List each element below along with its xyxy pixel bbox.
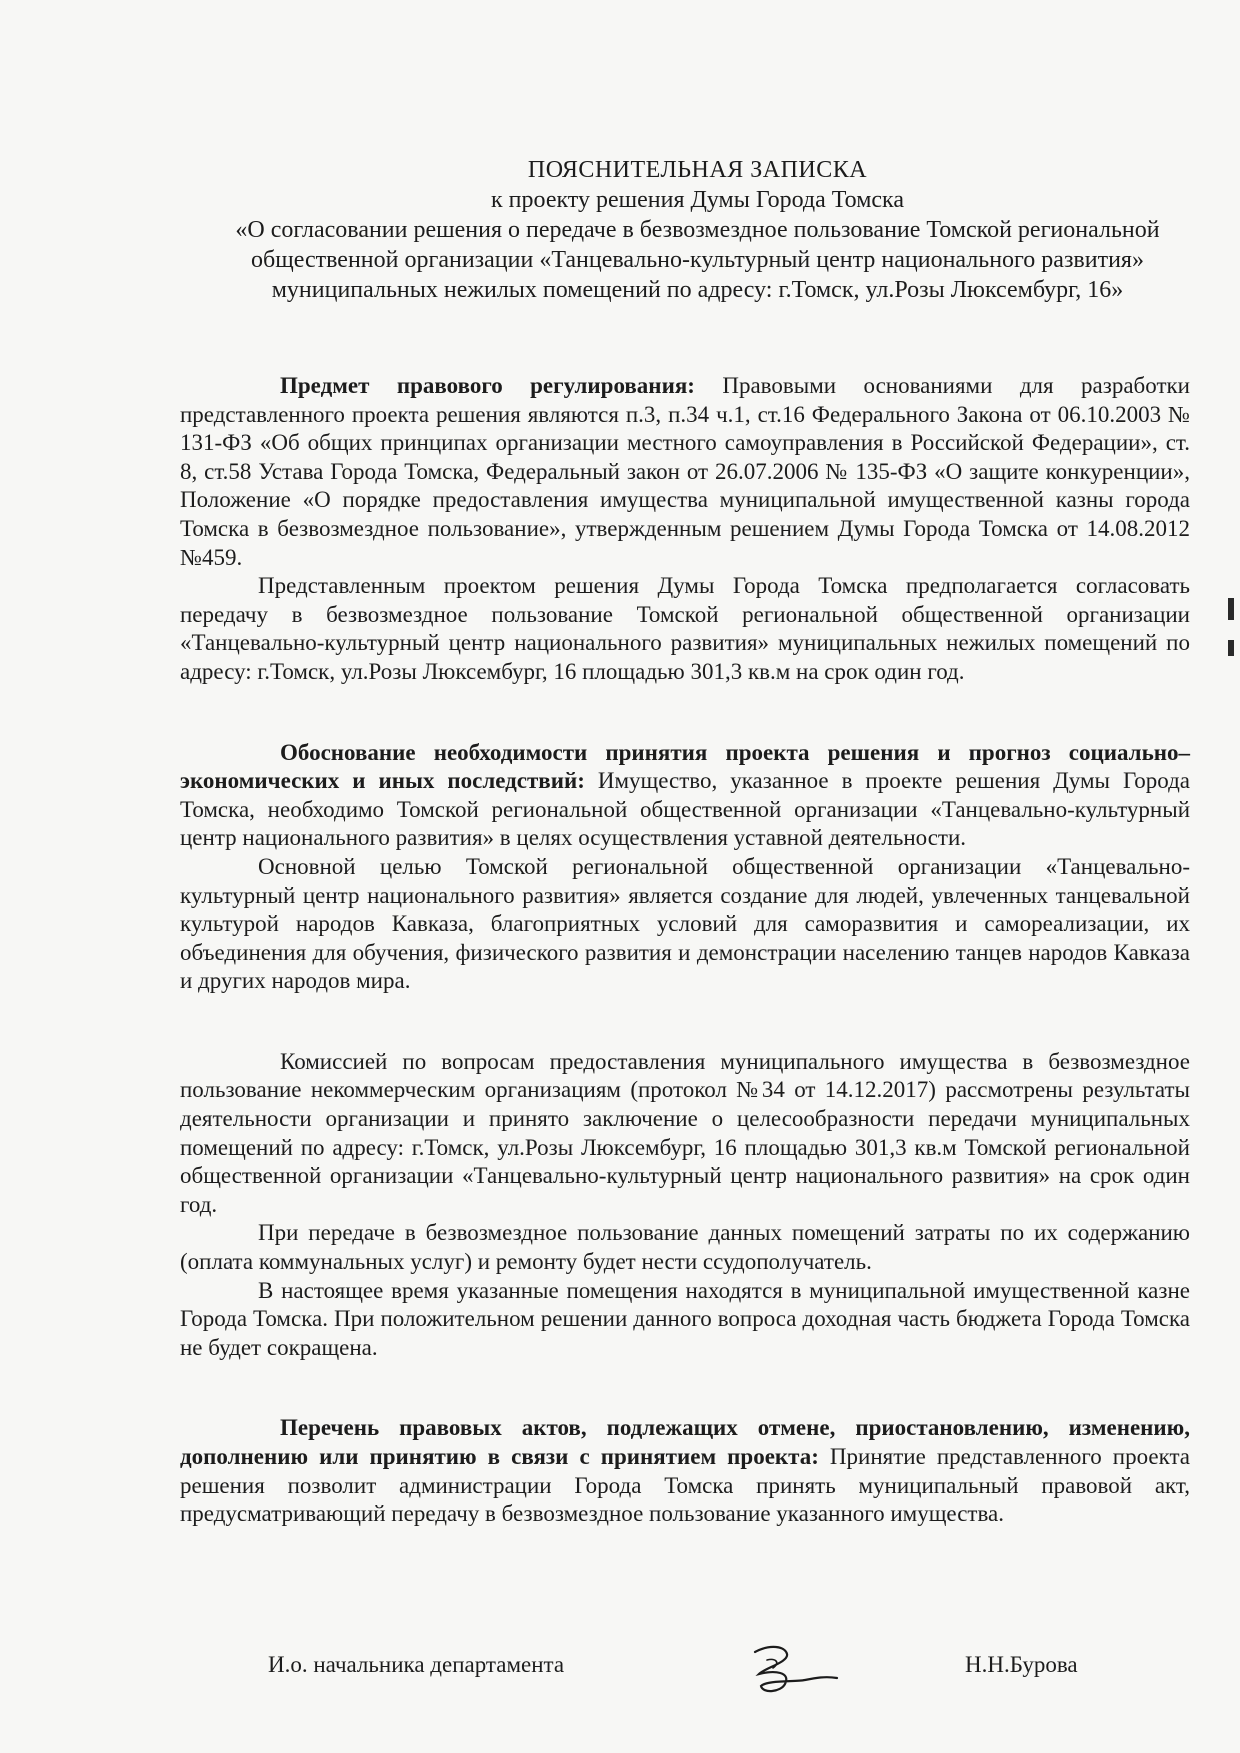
- justification-heading: Обоснование необходимости принятия проекта решения и прогноз социально–экономических и иных последствий:: [180, 739, 1190, 794]
- signature-block: [0, 1640, 1240, 1710]
- regulation-paragraph: [180, 372, 1190, 572]
- regulation-text: Правовыми основаниями для разработки представленного проекта решения являются п.3, п.34 ч.1, ст.16 Федерального Закона от 06.10.2003 № 131-ФЗ «Об общих принципах организации местного самоуправления в Российской Федерации», ст. 8, ст.58 Устава Города Томска, Федеральный закон от 26.07.2006 № 135-ФЗ «О защите конкуренции», Положение «О порядке предоставления имущества муниципальной имущественной казны города Томска в безвозмездное пользование», утвержденным решением Думы Города Томска от 14.08.2012 №459.: [180, 373, 1190, 570]
- document-subject: «О согласовании решения о передаче в безвозмездное пользование Томской региональной общественной организации «Танцевально-культурный центр национального развития» муниципальных нежилых помещений по адресу: г.Томск, ул.Розы Люксембург, 16»: [235, 217, 1160, 303]
- acts-heading: Перечень правовых актов, подлежащих отмене, приостановлению, изменению, дополнению или принятию в связи с принятием проекта:: [180, 1415, 1190, 1469]
- document-title: ПОЯСНИТЕЛЬНАЯ ЗАПИСКА: [527, 157, 868, 183]
- justification-paragraph-2: Основной целью Томской региональной общественной организации «Танцевально-культурный центр национального развития» является создание для людей, увлеченных танцевальной культурой народов Кавказа, благоприятных условий для саморазвития и самореализации, их объединения для обучения, физического развития и демонстрации населению танцев народов Кавказа и других народов мира.: [180, 853, 1190, 994]
- justification-paragraph-4: При передаче в безвозмездное пользование данных помещений затраты по их содержанию (оплата коммунальных услуг) и ремонту будет нести ссудополучатель.: [180, 1220, 1190, 1275]
- signer-position: И.о. начальника департамента: [268, 1652, 565, 1677]
- justification-paragraph-5: В настоящее время указанные помещения находятся в муниципальной имущественной казне Города Томска. При положительном решении данного вопроса доходная часть бюджета Города Томска не будет сокращена.: [180, 1277, 1190, 1360]
- scan-margin-mark: [1228, 640, 1234, 656]
- justification-text: Имущество, указанное в проекте решения Думы Города Томска, необходимо Томской региональной общественной организации «Танцевально-культурный центр национального развития» в целях осуществления уставной деятельности.: [180, 768, 1190, 851]
- regulation-paragraph-2: Представленным проектом решения Думы Города Томска предполагается согласовать передачу в безвозмездное пользование Томской региональной общественной организации «Танцевально-культурный центр национального развития» муниципальных нежилых помещений по адресу: г.Томск, ул.Розы Люксембург, 16 площадью 301,3 кв.м на срок один год.: [180, 573, 1190, 684]
- document-body: [180, 372, 1190, 1529]
- justification-paragraph: [180, 739, 1190, 853]
- acts-paragraph: [180, 1414, 1190, 1528]
- justification-paragraph-3: Комиссией по вопросам предоставления муниципального имущества в безвозмездное пользование некоммерческим организациям (протокол №34 от 14.12.2017) рассмотрены результаты деятельности организации и принято заключение о целесообразности передачи муниципальных помещений по адресу: г.Томск, ул.Розы Люксембург, 16 площадью 301,3 кв.м Томской региональной общественной организации «Танцевально-культурный центр национального развития» на срок один год.: [180, 1048, 1190, 1217]
- document-subtitle: к проекту решения Думы Города Томска: [491, 187, 904, 213]
- acts-text: Принятие представленного проекта решения позволит администрации Города Томска принять муниципальный правовой акт, предусматривающий передачу в безвозмездное пользование указанного имущества.: [180, 1444, 1190, 1527]
- handwritten-signature: [745, 1640, 840, 1700]
- document-header: [205, 155, 1190, 305]
- scan-margin-mark: [1228, 598, 1234, 620]
- regulation-heading: Предмет правового регулирования:: [280, 373, 695, 398]
- signer-name: Н.Н.Бурова: [965, 1652, 1078, 1677]
